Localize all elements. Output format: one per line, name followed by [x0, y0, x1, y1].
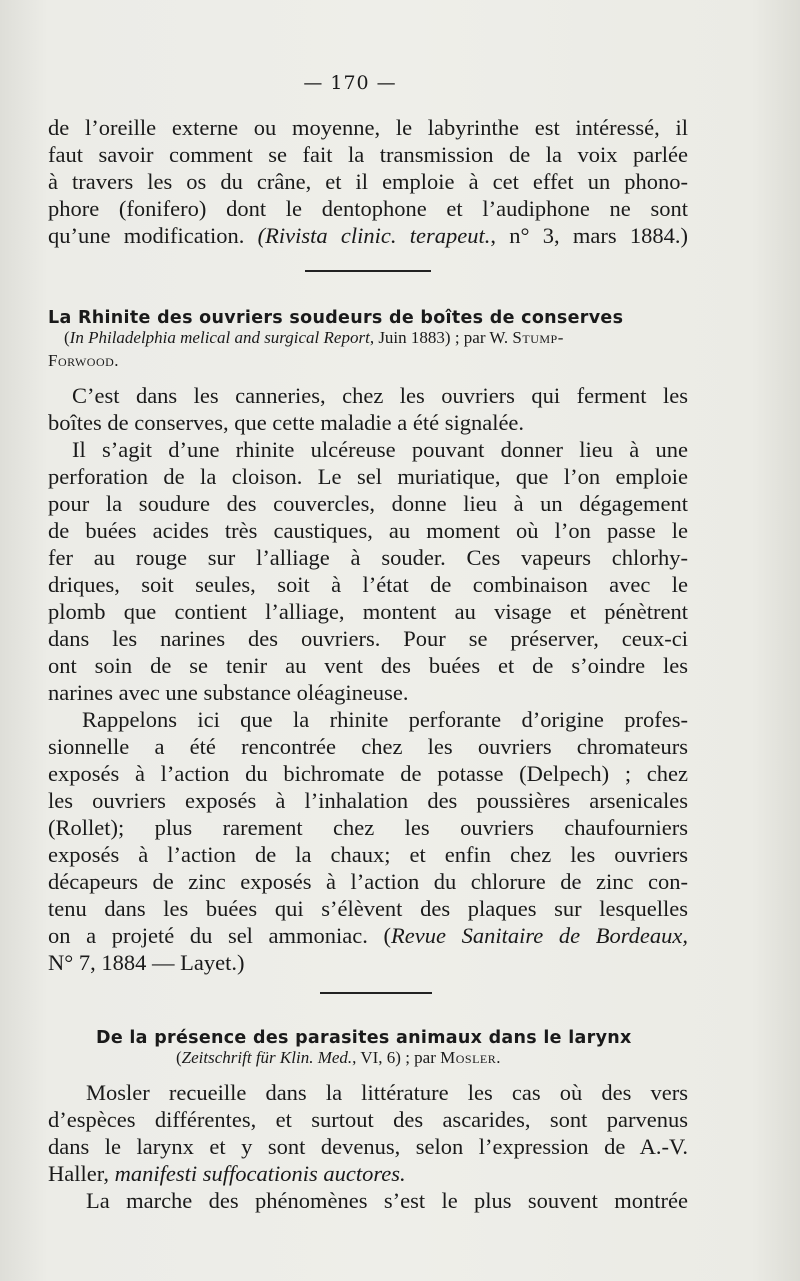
text-run: , VI, 6) ; par — [352, 1048, 441, 1067]
text-run: Haller, — [48, 1161, 115, 1186]
text-line — [48, 222, 688, 249]
article-source — [176, 1048, 501, 1068]
section-divider — [305, 270, 431, 272]
text-line: driques, soit seules, soit à l’état de combinaison avec le — [48, 572, 688, 597]
text-line: Rappelons ici que la rhinite perforante d’origine profes- — [82, 707, 688, 732]
article-source-continued — [48, 351, 119, 371]
text-run: ( — [64, 328, 70, 347]
text-line: de buées acides très caustiques, au moment où l’on passe le — [48, 518, 688, 543]
page-number: — 170 — — [303, 72, 397, 94]
text-line: C’est dans les canneries, chez les ouvriers qui ferment les — [72, 383, 688, 408]
text-line: Il s’agit d’une rhinite ulcéreuse pouvant donner lieu à une — [72, 437, 688, 462]
text-line — [48, 922, 688, 949]
text-run: on a projeté du sel ammoniac. ( — [48, 923, 392, 948]
article1-paragraph-3 — [48, 706, 688, 976]
article-source — [64, 328, 564, 348]
text-run: , Juin 1883) ; par W. — [369, 328, 513, 347]
citation-italic: Revue Sanitaire de Bordeaux, — [391, 923, 688, 948]
text-line — [48, 1160, 688, 1187]
text-line: (Rollet); plus rarement chez les ouvriers chaufourniers — [48, 815, 688, 840]
text-line: pour la soudure des couvercles, donne lieu à un dégagement — [48, 491, 688, 516]
text-line: phore (fonifero) dont le dentophone et l’audiphone ne sont — [48, 196, 688, 221]
text-run: ( — [176, 1048, 182, 1067]
text-line: décapeurs de zinc exposés à l’action du chlorure de zinc con- — [48, 869, 688, 894]
text-line: tenu dans les buées qui s’élèvent des plaques sur lesquelles — [48, 896, 688, 921]
article1-paragraph-1 — [48, 382, 688, 436]
text-line: d’espèces différentes, et surtout des ascarides, sont parvenus — [48, 1107, 688, 1132]
article1-paragraph-2 — [48, 436, 688, 706]
author-name: Mosler. — [440, 1048, 502, 1067]
text-line: les ouvriers exposés à l’inhalation des poussières arsenicales — [48, 788, 688, 813]
quotation-italic: manifesti suffocationis auctores. — [114, 1161, 406, 1186]
text-line: perforation de la cloison. Le sel muriatique, que l’on emploie — [48, 464, 688, 489]
text-line: N° 7, 1884 — Layet.) — [48, 950, 245, 975]
article-title: La Rhinite des ouvriers soudeurs de boîtes de conserves — [48, 308, 624, 328]
text-line: dans les narines des ouvriers. Pour se préserver, ceux-ci — [48, 626, 688, 651]
text-line: faut savoir comment se fait la transmission de la voix parlée — [48, 142, 688, 167]
text-line: dans le larynx et y sont devenus, selon l’expression de A.-V. — [48, 1134, 688, 1159]
text-line: plomb que contient l’alliage, montent au visage et pénètrent — [48, 599, 688, 624]
author-name: Forwood. — [48, 351, 120, 370]
text-line: à travers les os du crâne, et il emploie à cet effet un phono- — [48, 169, 688, 194]
text-line: La marche des phénomènes s’est le plus souvent montrée — [86, 1188, 688, 1213]
text-run: , n° 3, mars 1884.) — [490, 223, 688, 248]
text-run: qu’une modification. — [48, 223, 258, 248]
article2-paragraph-1 — [48, 1079, 688, 1187]
text-line: narines avec une substance oléagineuse. — [48, 680, 409, 705]
source-journal: Zeitschrift für Klin. Med. — [181, 1048, 353, 1067]
text-line: sionnelle a été rencontrée chez les ouvriers chromateurs — [48, 734, 688, 759]
text-line: fer au rouge sur l’alliage à souder. Ces vapeurs chlorhy- — [48, 545, 688, 570]
text-line: exposés à l’action du bichromate de potasse (Delpech) ; chez — [48, 761, 688, 786]
text-line: de l’oreille externe ou moyenne, le labyrinthe est intéressé, il — [48, 115, 688, 140]
text-line: exposés à l’action de la chaux; et enfin chez les ouvriers — [48, 842, 688, 867]
intro-paragraph — [48, 114, 688, 249]
citation-italic: (Rivista clinic. terapeut. — [257, 223, 491, 248]
author-name: Stump- — [512, 328, 564, 347]
article2-paragraph-2 — [48, 1187, 688, 1214]
source-journal: In Philadelphia melical and surgical Report — [69, 328, 370, 347]
article-title: De la présence des parasites animaux dans le larynx — [96, 1028, 632, 1048]
text-line: ont soin de se tenir au vent des buées et de s’oindre les — [48, 653, 688, 678]
text-line: boîtes de conserves, que cette maladie a été signalée. — [48, 410, 525, 435]
section-divider — [320, 992, 432, 994]
text-line: Mosler recueille dans la littérature les cas où des vers — [86, 1080, 688, 1105]
